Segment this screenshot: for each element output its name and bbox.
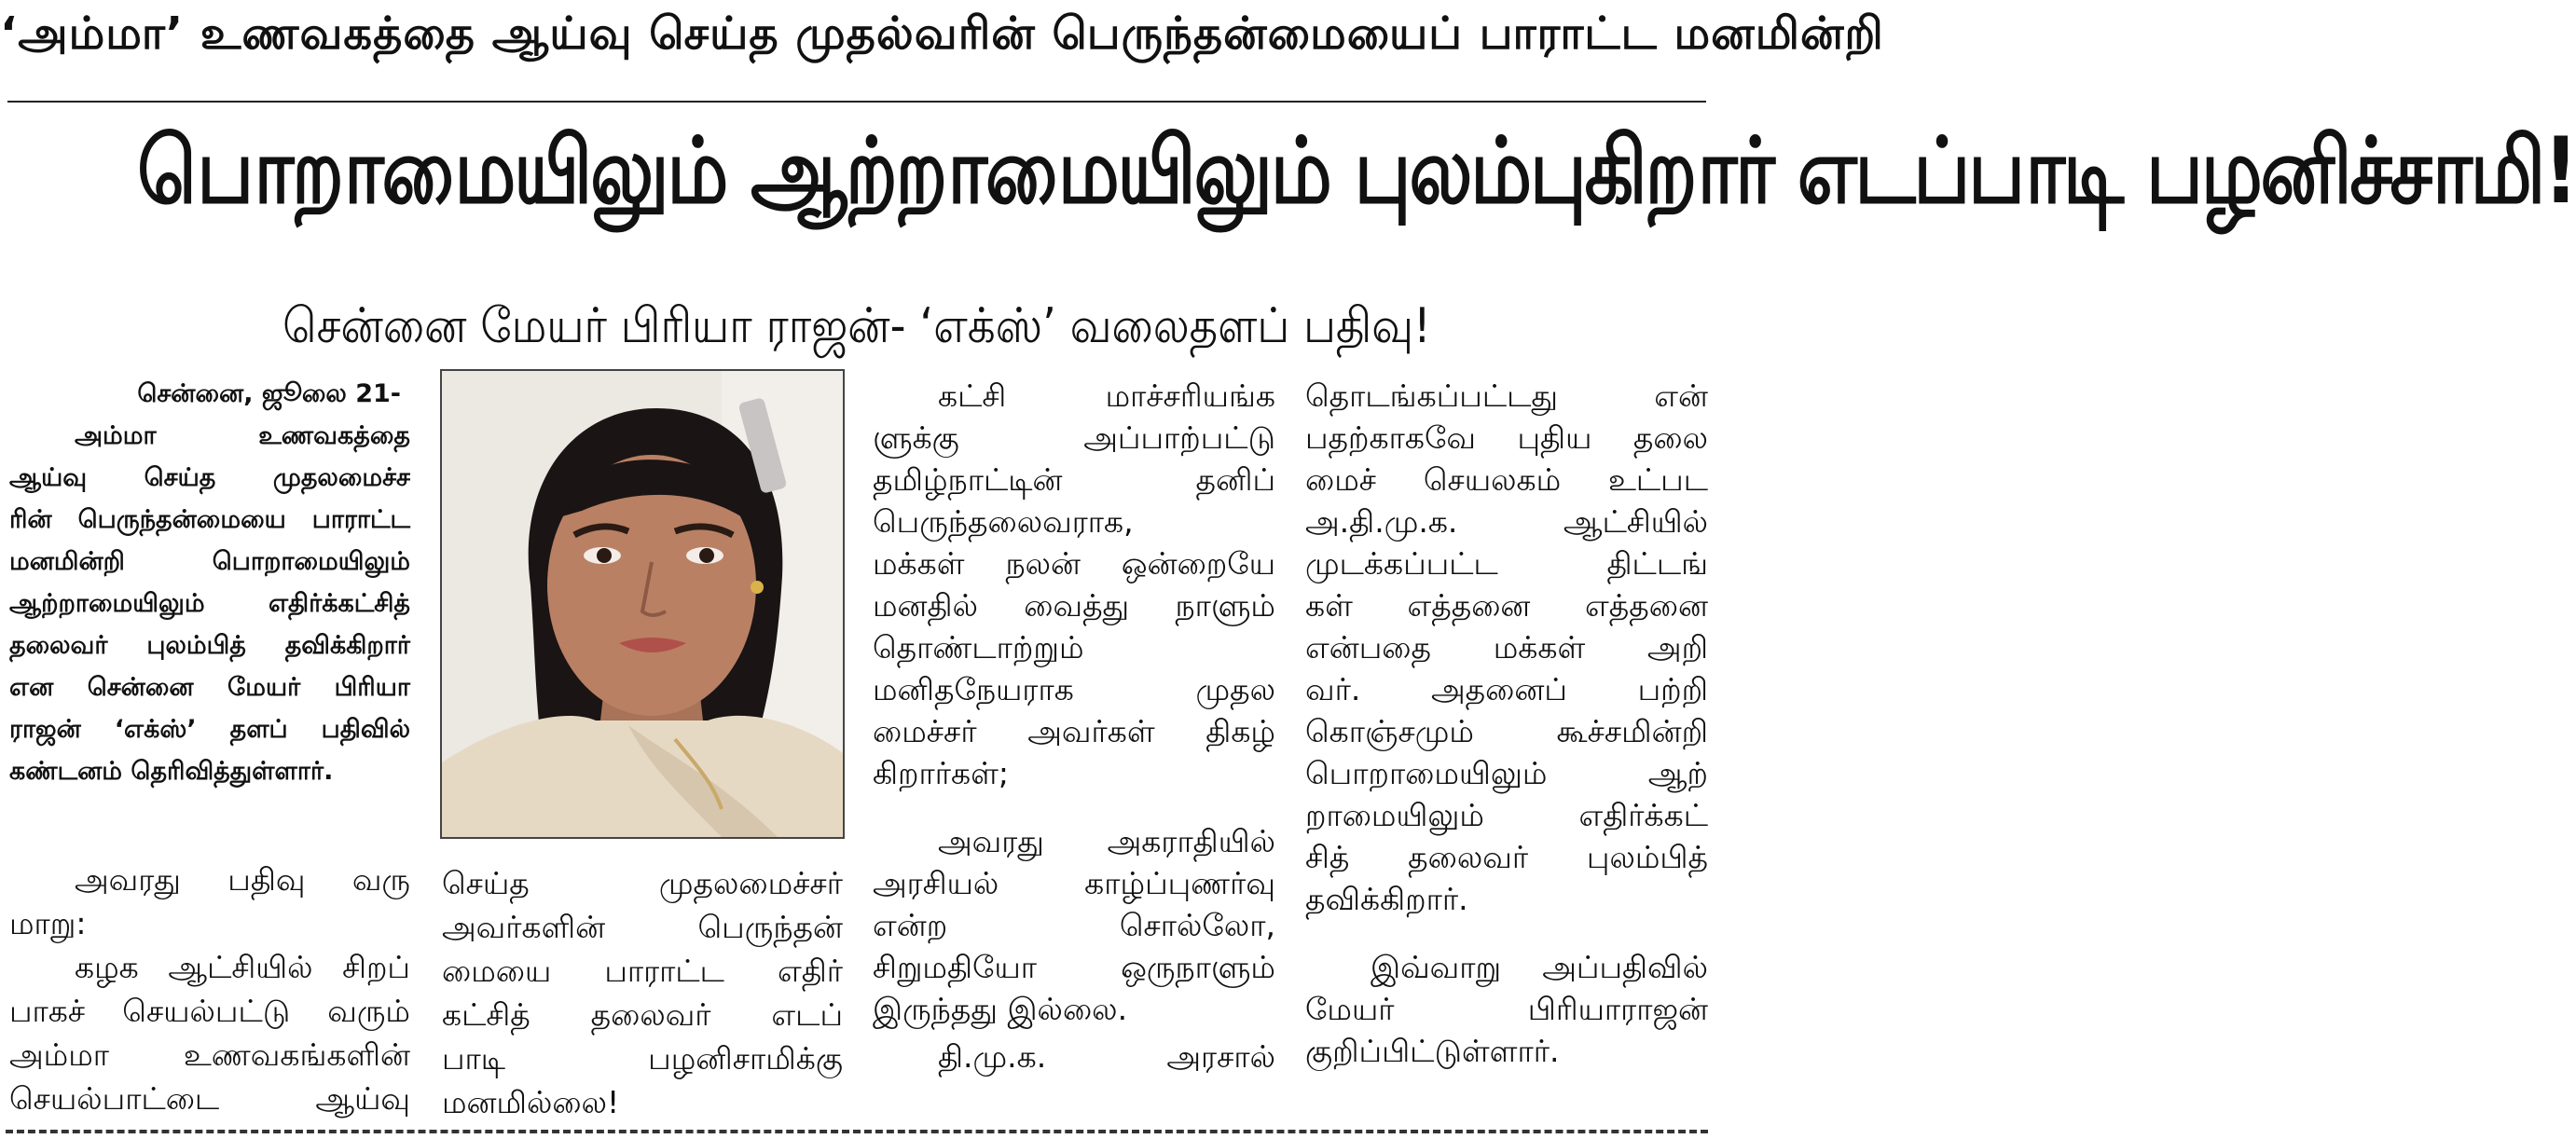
column-4-body xyxy=(1305,375,1708,1072)
kicker-line: ‘அம்மா’ உணவகத்தை ஆய்வு செய்த முதல்வரின் பெருந்தன்மையைப் பாராட்ட மனமின்றி xyxy=(0,7,1884,60)
body-line: ளுக்கு அப்பாற்பட்டு xyxy=(873,419,1275,456)
body-line: அ.தி.மு.க. ஆட்சியில் xyxy=(1305,503,1708,540)
body-line: சித் தலைவர் புலம்பித் xyxy=(1305,839,1708,875)
body-line: பாகச் செயல்பட்டு வரும் xyxy=(9,993,410,1029)
body-line: வர். அதனைப் பற்றி xyxy=(1305,671,1708,707)
body-line: அவர்களின் பெருந்தன் xyxy=(442,909,843,945)
body-line: தவிக்கிறார். xyxy=(1305,881,1468,917)
body-line: மனதில் வைத்து நாளும் xyxy=(873,587,1275,624)
body-line: தமிழ்நாட்டின் தனிப் xyxy=(873,461,1275,498)
body-line: மாறு: xyxy=(9,905,87,941)
body-line: கழக ஆட்சியில் சிறப் xyxy=(75,949,410,985)
intro-line: ராஜன் ‘எக்ஸ்’ தளப் பதிவில் xyxy=(9,715,410,744)
body-line: இவ்வாறு அப்பதிவில் xyxy=(1371,949,1708,985)
body-line: கிறார்கள்; xyxy=(873,755,1009,791)
body-line: பொறாமையிலும் ஆற் xyxy=(1305,755,1708,791)
body-line: மைச் செயலகம் உட்பட xyxy=(1305,461,1708,498)
top-rule xyxy=(7,101,1706,103)
intro-line: மனமின்றி பொறாமையிலும் xyxy=(9,547,410,576)
mayor-photo xyxy=(440,369,845,839)
portrait-illustration xyxy=(442,371,843,837)
bottom-dashed-rule xyxy=(6,1130,1708,1133)
body-line: தொடங்கப்பட்டது என் xyxy=(1305,377,1708,414)
body-line: மையை பாராட்ட எதிர் xyxy=(442,953,843,989)
body-line: கட்சி மாச்சரியங்க xyxy=(938,377,1275,414)
column-1-body xyxy=(9,858,410,1120)
intro-line: ஆற்றாமையிலும் எதிர்க்கட்சித் xyxy=(9,589,410,618)
body-line: கொஞ்சமும் கூச்சமின்றி xyxy=(1305,713,1708,749)
body-line: சிறுமதியோ ஒருநாளும் xyxy=(873,949,1275,985)
intro-line: கண்டனம் தெரிவித்துள்ளார். xyxy=(9,757,334,786)
body-line: செய்த முதலமைச்சர் xyxy=(442,865,843,901)
column-2-body xyxy=(442,861,843,1124)
body-line: அம்மா உணவகங்களின் xyxy=(9,1036,410,1073)
body-line: மனிதநேயராக முதல xyxy=(873,671,1275,707)
paragraph-gap xyxy=(1305,920,1708,946)
intro-paragraph xyxy=(9,373,410,792)
body-line: இருந்தது இல்லை. xyxy=(873,991,1128,1027)
body-line: மேயர் பிரியாராஜன் xyxy=(1305,991,1708,1027)
body-line: செயல்பாட்டை ஆய்வு xyxy=(9,1080,410,1117)
body-line: என்பதை மக்கள் அறி xyxy=(1305,629,1708,666)
headline: பொறாமையிலும் ஆற்றாமையிலும் புலம்புகிறார் எடப்பாடி பழனிச்சாமி! xyxy=(137,118,2576,225)
body-line: மைச்சர் அவர்கள் திகழ் xyxy=(873,713,1275,749)
paragraph-gap xyxy=(873,794,1275,820)
body-line: என்ற சொல்லோ, xyxy=(873,907,1275,943)
body-line: குறிப்பிட்டுள்ளார். xyxy=(1305,1033,1560,1069)
dateline: சென்னை, ஜூலை 21- xyxy=(137,379,401,408)
body-line: றாமையிலும் எதிர்க்கட் xyxy=(1305,797,1708,833)
body-line: கள் எத்தனை எத்தனை xyxy=(1305,587,1708,624)
body-line: பாடி பழனிசாமிக்கு xyxy=(442,1040,843,1077)
body-line: கட்சித் தலைவர் எடப் xyxy=(442,996,843,1033)
intro-line: என சென்னை மேயர் பிரியா xyxy=(9,673,410,702)
body-line: மக்கள் நலன் ஒன்றையே xyxy=(873,545,1275,582)
body-line: பதற்காகவே புதிய தலை xyxy=(1305,419,1708,456)
intro-line: ரின் பெருந்தன்மையை பாராட்ட xyxy=(9,505,410,534)
body-line: முடக்கப்பட்ட திட்டங் xyxy=(1305,545,1708,582)
body-line: அவரது அகராதியில் xyxy=(938,823,1275,859)
body-line: அரசியல் காழ்ப்புணர்வு xyxy=(873,865,1275,901)
column-3-body xyxy=(873,375,1275,1077)
body-line: தொண்டாற்றும் xyxy=(873,629,1084,666)
intro-line: அம்மா உணவகத்தை xyxy=(75,421,410,450)
body-line: அவரது பதிவு வரு xyxy=(75,861,410,898)
body-line: தி.மு.க. அரசால் xyxy=(938,1038,1275,1075)
body-line: மனமில்லை! xyxy=(442,1084,620,1120)
intro-line: தலைவர் புலம்பித் தவிக்கிறார் xyxy=(9,631,410,660)
intro-line: ஆய்வு செய்த முதலமைச்ச xyxy=(9,463,410,492)
subheadline: சென்னை மேயர் பிரியா ராஜன்- ‘எக்ஸ்’ வலைதளப் பதிவு! xyxy=(282,298,1431,354)
body-line: பெருந்தலைவராக, xyxy=(873,503,1134,540)
